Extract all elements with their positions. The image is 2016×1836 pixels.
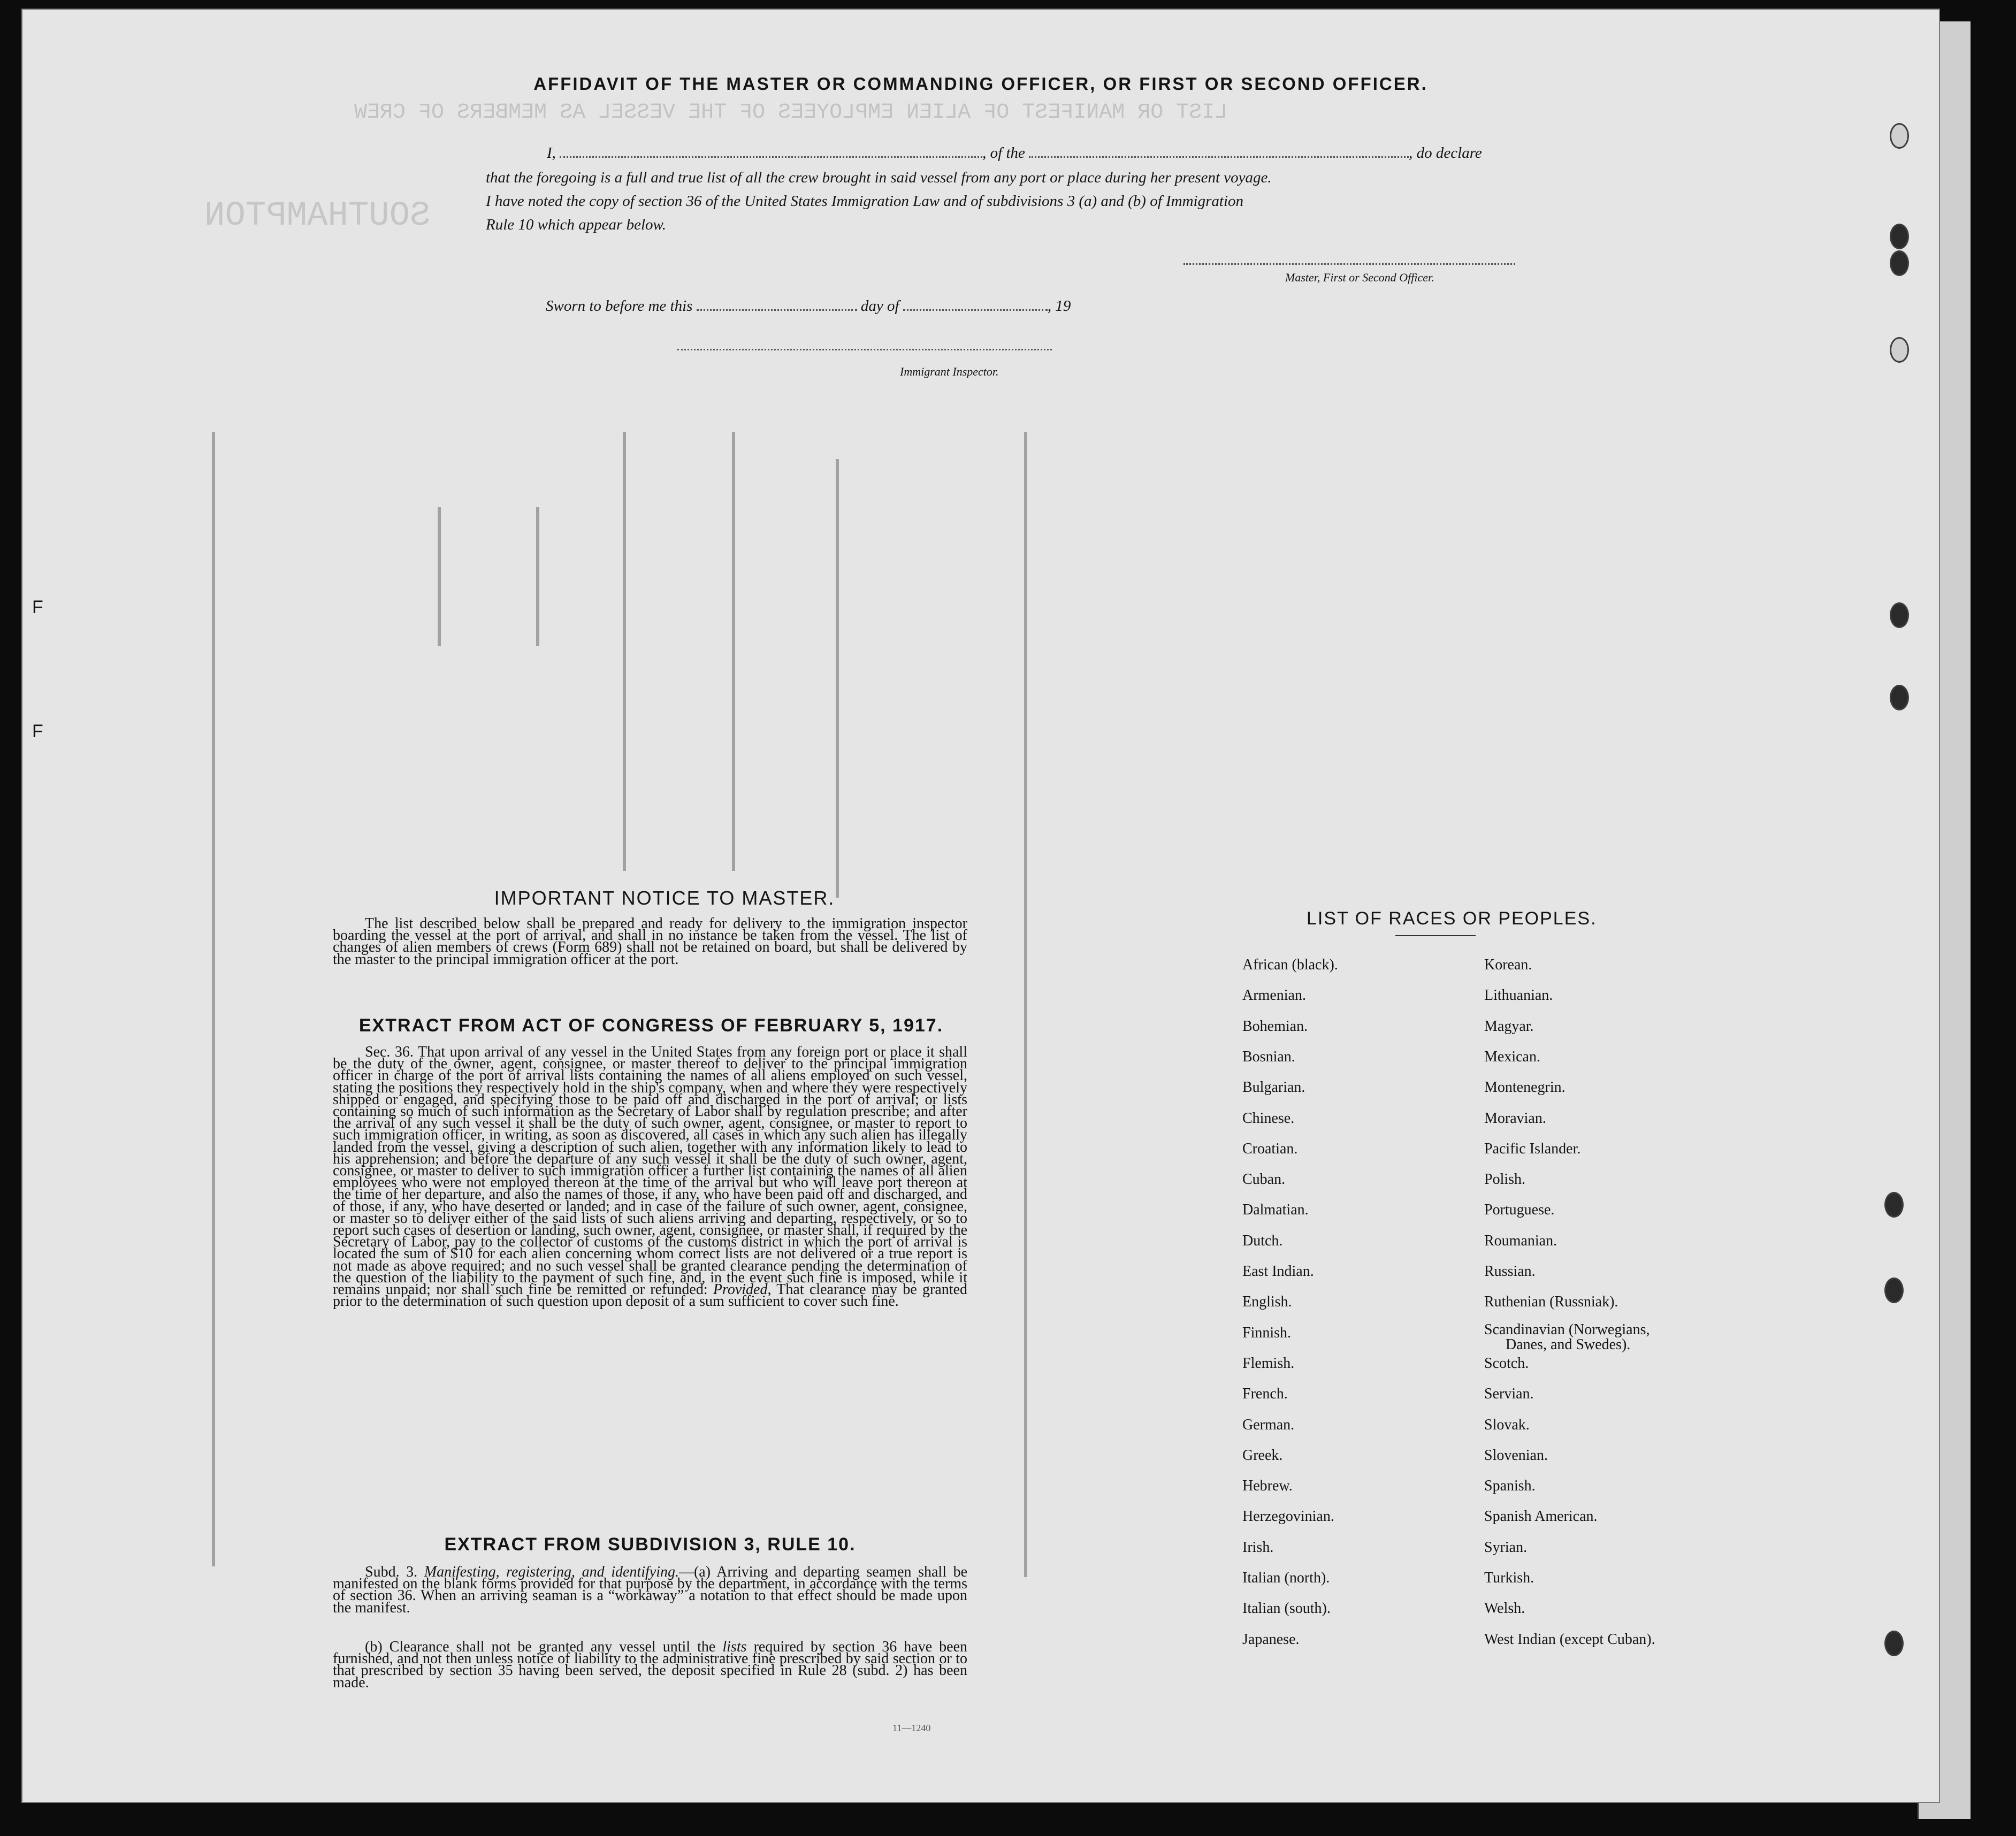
sworn-day-of: day of: [860, 297, 899, 315]
binder-hole: [1890, 123, 1909, 149]
race-left-item: Japanese.: [1242, 1631, 1300, 1648]
column-line: [536, 507, 539, 646]
margin-mark: F: [32, 597, 43, 617]
race-left-item: African (black).: [1242, 957, 1338, 973]
affidavit-i: I,: [547, 144, 556, 162]
race-right-item: Slovak.: [1484, 1416, 1530, 1433]
race-right-item: Moravian.: [1484, 1110, 1546, 1127]
race-left-item: Armenian.: [1242, 987, 1306, 1004]
race-right-item: Mexican.: [1484, 1048, 1540, 1065]
column-line: [438, 507, 441, 646]
race-left-item: East Indian.: [1242, 1263, 1314, 1280]
binder-hole: [1884, 1192, 1904, 1218]
affidavit-declare: , do declare: [1409, 144, 1482, 162]
inspector-caption: Immigrant Inspector.: [900, 365, 999, 378]
column-line: [836, 459, 839, 898]
master-caption: Master, First or Second Officer.: [1285, 271, 1434, 284]
affidavit-line-2: that the foregoing is a full and true list of all the crew brought in said vessel from any port or place during her present voyage.: [486, 169, 1272, 186]
race-left-item: Hebrew.: [1242, 1478, 1293, 1495]
race-left-item: Dalmatian.: [1242, 1202, 1309, 1219]
race-left-item: French.: [1242, 1386, 1288, 1403]
rule-para-b-1: (b) Clearance shall not be granted any vessel until the: [365, 1639, 716, 1655]
race-right-item: Russian.: [1484, 1263, 1536, 1280]
race-right-item: Spanish American.: [1484, 1508, 1598, 1525]
document-page: [22, 10, 1939, 1802]
race-right-item: Montenegrin.: [1484, 1079, 1566, 1096]
race-left-item: German.: [1242, 1416, 1295, 1433]
binder-hole: [1890, 602, 1909, 628]
race-left-item: Italian (south).: [1242, 1600, 1331, 1617]
column-line: [212, 432, 215, 1566]
race-right-item: West Indian (except Cuban).: [1484, 1631, 1655, 1648]
sworn-line: [546, 297, 1071, 315]
race-left-item: Bosnian.: [1242, 1048, 1295, 1065]
form-number: 11—1240: [892, 1723, 931, 1733]
column-line: [1024, 432, 1027, 1577]
race-left-item: Italian (north).: [1242, 1570, 1330, 1586]
race-right-item: Scotch.: [1484, 1355, 1529, 1372]
sworn-year-prefix: , 19: [1047, 297, 1071, 315]
subd-heading: Manifesting, registering, and identifying.: [424, 1564, 679, 1580]
race-right-item: Welsh.: [1484, 1600, 1525, 1617]
sworn-month-blank[interactable]: [903, 297, 1048, 311]
race-left-item: Herzegovinian.: [1242, 1508, 1334, 1525]
binder-hole: [1890, 250, 1909, 276]
master-signature-blank[interactable]: [1183, 251, 1515, 265]
race-left-item: Chinese.: [1242, 1110, 1295, 1127]
rule-para-b: [333, 1641, 967, 1689]
rule-para-a: [333, 1566, 967, 1614]
extract-rule-title: EXTRACT FROM SUBDIVISION 3, RULE 10.: [444, 1534, 856, 1555]
race-left-item: English.: [1242, 1294, 1292, 1311]
race-right-item: Ruthenian (Russniak).: [1484, 1294, 1618, 1311]
race-right-item: Portuguese.: [1484, 1202, 1555, 1219]
race-left-item: Bohemian.: [1242, 1018, 1308, 1035]
binder-hole: [1890, 337, 1909, 363]
rule-para-b-2: required by section 36 have been furnished, and not then unless notice of liability to the administrative fine prescribed by said section or to that prescribed by section 35 having been served, the deposit specified in Rule 28 (subd. 2) has been made.: [333, 1639, 968, 1691]
sworn-text: Sworn to before me this: [546, 297, 693, 315]
race-right-item: Roumanian.: [1484, 1232, 1557, 1249]
affidavit-line-1: [547, 144, 1482, 162]
race-left-item: Cuban.: [1242, 1171, 1286, 1188]
race-right-item: Spanish.: [1484, 1478, 1536, 1495]
vessel-blank[interactable]: [1029, 144, 1409, 158]
race-right-item: Syrian.: [1484, 1539, 1528, 1556]
affidavit-line-4: Rule 10 which appear below.: [486, 216, 666, 233]
race-left-item: Flemish.: [1242, 1355, 1295, 1372]
extract-act-title: EXTRACT FROM ACT OF CONGRESS OF FEBRUARY 5, 1917.: [358, 1015, 944, 1036]
race-left-item: Greek.: [1242, 1447, 1283, 1464]
notice-body: The list described below shall be prepared and ready for delivery to the immigration inspector boarding the vessel at the port of arrival, and shall in no instance be taken from the vessel. The list of changes of alien members of crews (Form 689) shall not be retained on board, but shall be delivered by the master to the principal immigration officer at the port.: [333, 915, 967, 968]
rule-para-a-text: —(a) Arriving and departing seamen shall be manifested on the blank forms provided for that purpose by the department, in accordance with the terms of section 36. When an arriving seaman is a “workaway” a notation to that effect should be made upon the manifest.: [333, 1564, 968, 1616]
races-title: LIST OF RACES OR PEOPLES.: [1307, 908, 1597, 929]
race-right-item: Turkish.: [1484, 1570, 1534, 1586]
affidavit-title: AFFIDAVIT OF THE MASTER OR COMMANDING OFFICER, OR FIRST OR SECOND OFFICER.: [533, 74, 1428, 94]
notice-title: IMPORTANT NOTICE TO MASTER.: [494, 887, 835, 909]
binder-hole: [1884, 1277, 1904, 1303]
binder-hole: [1890, 685, 1909, 710]
race-left-item: Bulgarian.: [1242, 1079, 1305, 1096]
section-text: That upon arrival of any vessel in the United States from any foreign port or place it shall be the duty of the owner, agent, consignee, or master thereof to deliver to the principal immigration officer in charge of the port of arrival lists containing the names of all aliens employed on such vessel, stating the positions they respectively hold in the ship's company, when and where they were respectively shipped or engaged, and specifying those to be paid off and discharged in the port of arrival; or lists containing so much of such information as the Secretary of Labor shall by regulation prescribe; and after the arrival of any such vessel it shall be the duty of such owner, agent, consignee, or master to report to such immigration officer, in writing, as soon as discovered, all cases in which any such alien has illegally landed from the vessel, giving a description of such alien, together with any information likely to lead to his apprehension; and before the departure of any such vessel it shall be the duty of such owner, agent, consignee, or master to deliver to such immigration officer a further list containing the names of all alien employees who were not employed thereon at the time of the arrival but who will leave port thereon at the time of her departure, and also the names of those, if any, who have been paid off and discharged, and of those, if any, who have deserted or landed; and in case of the failure of such owner, agent, consignee, or master so to deliver either of the said lists of such aliens arriving and departing, respectively, or so to report such cases of desertion or landing, such owner, agent, consignee, or master shall, if required by the Secretary of Labor, pay to the collector of customs of the customs district in which the port of arrival is located the sum of $10 for each alien concerning whom correct lists are not delivered or a true report is not made as above required; and no such vessel shall be granted clearance pending the determination of the question of the liability to the payment of such fine, and, in the event such fine is imposed, while it remains unpaid; nor shall such fine be remitted or refunded:: [333, 1044, 967, 1298]
race-right-item: Pacific Islander.: [1484, 1140, 1581, 1157]
provided-word: Provided,: [713, 1281, 772, 1298]
race-left-item: Croatian.: [1242, 1140, 1298, 1157]
race-right-item: Magyar.: [1484, 1018, 1534, 1035]
race-right-item: Polish.: [1484, 1171, 1526, 1188]
race-right-item: Slovenian.: [1484, 1447, 1548, 1464]
ghost-bleed-header: LIST OR MANIFEST OF ALIEN EMPLOYEES OF THE VESSEL AS MEMBERS OF CREW: [354, 101, 1228, 125]
sworn-day-blank[interactable]: [697, 297, 857, 311]
column-line: [623, 432, 626, 871]
column-line: [732, 432, 735, 871]
race-right-item-continuation: Danes, and Swedes).: [1506, 1336, 1631, 1353]
section-text-end: That clearance may be granted prior to the determination of such question upon deposit of a sum sufficient to cover such fine.: [333, 1281, 968, 1310]
ghost-bleed-port: SOUTHAMPTON: [204, 197, 431, 235]
extract-act-body: [333, 1044, 968, 1310]
affidavit-line-3: I have noted the copy of section 36 of the United States Immigration Law and of subdivisions 3 (a) and (b) of Immigration: [486, 193, 1244, 210]
affidavit-of-the: , of the: [982, 144, 1025, 162]
race-right-item: Scandinavian (Norwegians,: [1484, 1321, 1650, 1338]
race-left-item: Irish.: [1242, 1539, 1274, 1556]
binder-hole: [1884, 1631, 1904, 1656]
race-right-item: Lithuanian.: [1484, 987, 1553, 1004]
rule-para-b-lists: lists: [722, 1639, 747, 1655]
race-right-item: Servian.: [1484, 1386, 1534, 1403]
binder-hole: [1890, 224, 1909, 249]
margin-mark: F: [32, 721, 43, 741]
races-title-rule: [1395, 935, 1476, 936]
race-left-item: Finnish.: [1242, 1324, 1292, 1341]
subd-label: Subd. 3.: [365, 1564, 418, 1580]
inspector-signature-blank[interactable]: [677, 337, 1052, 350]
name-blank[interactable]: [560, 144, 982, 158]
section-label: Sec. 36.: [365, 1044, 414, 1060]
race-right-item: Korean.: [1484, 957, 1532, 973]
race-left-item: Dutch.: [1242, 1232, 1283, 1249]
